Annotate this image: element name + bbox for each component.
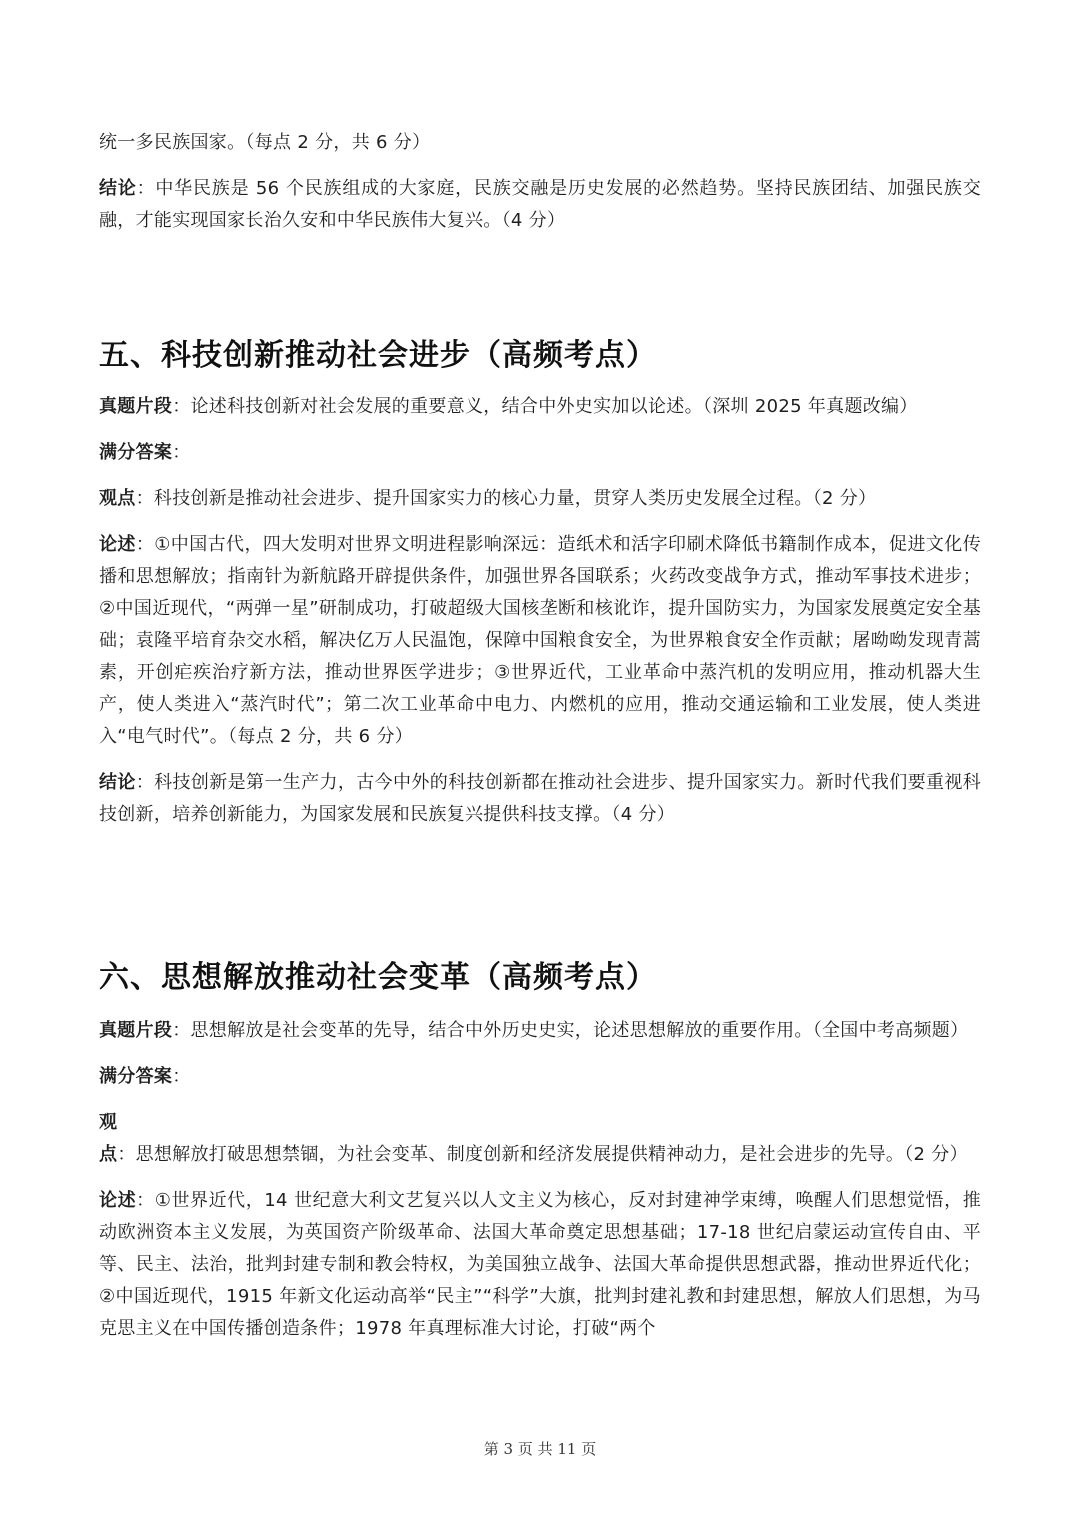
- answer-heading: [99, 437, 981, 469]
- continuation-paragraph: [99, 127, 981, 159]
- viewpoint-text: ：科技创新是推动社会进步、提升国家实力的核心力量，贯穿人类历史发展全过程。（2 分）: [135, 488, 877, 509]
- conclusion-text: ：科技创新是第一生产力，古今中外的科技创新都在推动社会进步、提升国家实力。新时代我们要重视科技创新，培养创新能力，为国家发展和民族复兴提供科技支撑。（4 分）: [99, 772, 982, 825]
- viewpoint-paragraph: [99, 1107, 981, 1171]
- viewpoint-text: ：思想解放打破思想禁锢，为社会变革、制度创新和经济发展提供精神动力，是社会进步的先导。（2 分）: [117, 1144, 968, 1165]
- section-6-title: 六、思想解放推动社会变革（高频考点）: [99, 960, 657, 995]
- conclusion-label: 结论: [99, 178, 137, 199]
- question-label: 真题片段: [99, 396, 173, 417]
- viewpoint-paragraph: [99, 483, 981, 515]
- section-6: [99, 958, 981, 998]
- conclusion-paragraph: [99, 767, 981, 831]
- question-label: 真题片段: [99, 1020, 173, 1041]
- argument-text: ：①中国古代，四大发明对世界文明进程影响深远：造纸术和活字印刷术降低书籍制作成本，促进文化传播和思想解放；指南针为新航路开辟提供条件，加强世界各国联系；火药改变战争方式，推动军事技术进步；②中国近现代，“两弹一星”研制成功，打破超级大国核垄断和核讹诈，提升国防实力，为国家发展奠定安全基础；袁隆平培育杂交水稻，解决亿万人民温饱，保障中国粮食安全，为世界粮食安全作贡献；屠呦呦发现青蒿素，开创疟疾治疗新方法，推动世界医学进步；③世界近代，工业革命中蒸汽机的发明应用，推动机器大生产，使人类进入“蒸汽时代”；第二次工业革命中电力、内燃机的应用，推动交通运输和工业发展，使人类进入“电气时代”。（每点 2 分，共 6 分）: [99, 534, 981, 747]
- question-paragraph: [99, 1015, 981, 1047]
- answer-colon: ：: [172, 442, 191, 463]
- question-text: ：思想解放是社会变革的先导，结合中外历史史实，论述思想解放的重要作用。（全国中考高频题）: [172, 1020, 969, 1041]
- question-paragraph: [99, 391, 981, 423]
- page-number-footer: 第 3 页 共 11 页: [483, 1440, 597, 1458]
- argument-paragraph: [99, 529, 981, 753]
- answer-label: 满分答案: [99, 1066, 173, 1087]
- answer-colon: ：: [172, 1066, 191, 1087]
- conclusion-text: ：中华民族是 56 个民族组成的大家庭，民族交融是历史发展的必然趋势。坚持民族团结、加强民族交融，才能实现国家长治久安和中华民族伟大复兴。（4 分）: [99, 178, 981, 231]
- conclusion-label: 结论: [99, 772, 136, 793]
- section-5-body: [99, 391, 981, 831]
- question-text: ：论述科技创新对社会发展的重要意义，结合中外史实加以论述。（深圳 2025 年真题改编）: [172, 396, 918, 417]
- answer-label: 满分答案: [99, 442, 173, 463]
- section-5: [99, 336, 981, 376]
- section-6-body: [99, 1015, 981, 1345]
- argument-label: 论述: [99, 534, 136, 555]
- argument-text: ：①世界近代，14 世纪意大利文艺复兴以人文主义为核心，反对封建神学束缚，唤醒人们思想觉悟，推动欧洲资本主义发展，为英国资产阶级革命、法国大革命奠定思想基础；17-18 世纪启蒙运动宣传自由、平等、民主、法治，批判封建专制和教会特权，为美国独立战争、法国大革命提供思想武器，推动世界近代化；②中国近现代，1915 年新文化运动高举“民主”“科学”大旗，批判封建礼教和封建思想，解放人们思想，为马克思主义在中国传播创造条件；1978 年真理标准大讨论，打破“两个: [99, 1190, 982, 1339]
- argument-paragraph: [99, 1185, 981, 1345]
- conclusion-paragraph: [99, 173, 981, 237]
- viewpoint-label: 观点: [99, 1112, 118, 1165]
- previous-section-tail: [99, 127, 981, 237]
- viewpoint-label: 观点: [99, 488, 136, 509]
- continuation-text: 统一多民族国家。（每点 2 分，共 6 分）: [99, 132, 431, 153]
- answer-heading: [99, 1061, 981, 1093]
- argument-label: 论述: [99, 1190, 137, 1211]
- section-5-title: 五、科技创新推动社会进步（高频考点）: [99, 338, 657, 373]
